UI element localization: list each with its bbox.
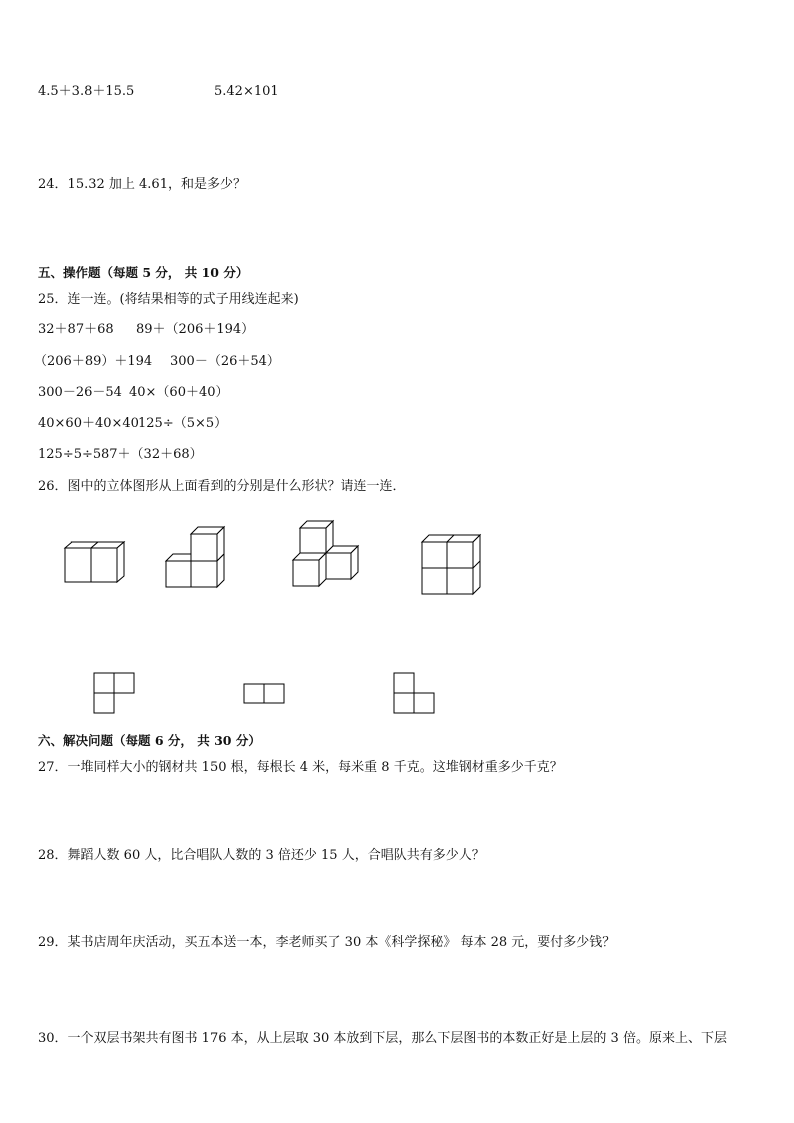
question-30: 30．一个双层书架共有图书 176 本，从上层取 30 本放到下层，那么下层图书的本数正好是上层的 3 倍。原来上、下层 <box>38 1031 727 1046</box>
q25-row-4-left: 40×60＋40×40 <box>38 416 139 431</box>
q25-row-1-left: 32＋87＋68 <box>38 322 114 337</box>
top-view-3 <box>393 672 437 716</box>
q25-row-2-right: 300－（26＋54） <box>170 354 280 369</box>
q25-row-1-right: 89＋（206＋194） <box>136 322 255 337</box>
section-6-heading: 六、解决问题（每题 6 分， 共 30 分） <box>38 733 261 748</box>
q25-row-2-left: （206＋89）＋194 <box>34 354 153 369</box>
cube-figure-4 <box>418 532 484 596</box>
cube-figure-2 <box>163 524 233 590</box>
calc-left: 4.5＋3.8＋15.5 <box>38 84 135 99</box>
cube-figure-3 <box>290 519 362 591</box>
calc-row <box>38 84 134 100</box>
q25-row-3-left: 300－26－54 <box>38 385 122 400</box>
section-5-heading: 五、操作题（每题 5 分， 共 10 分） <box>38 265 249 280</box>
question-26: 26．图中的立体图形从上面看到的分别是什么形状？请连一连． <box>38 479 406 494</box>
top-view-1 <box>93 672 137 716</box>
question-25-title: 25．连一连。(将结果相等的式子用线连起来) <box>38 292 299 307</box>
question-27: 27．一堆同样大小的钢材共 150 根，每根长 4 米，每米重 8 千克。这堆钢材重多少千克？ <box>38 760 563 775</box>
q25-row-3-right: 40×（60＋40） <box>129 385 229 400</box>
cube-figure-1 <box>60 538 130 588</box>
q25-row-4-right: 125÷（5×5） <box>138 416 228 431</box>
calc-right: 5.42×101 <box>214 84 279 99</box>
question-24: 24．15.32 加上 4.61，和是多少？ <box>38 177 246 192</box>
q25-row-5-left: 125÷5÷5 <box>38 447 102 462</box>
q25-row-5-right: 87＋（32＋68） <box>101 447 203 462</box>
top-view-2 <box>243 683 287 705</box>
question-28: 28．舞蹈人数 60 人，比合唱队人数的 3 倍还少 15 人，合唱队共有多少人？ <box>38 848 485 863</box>
question-29: 29．某书店周年庆活动，买五本送一本，李老师买了 30 本《科学探秘》 每本 28 元，要付多少钱？ <box>38 935 616 950</box>
